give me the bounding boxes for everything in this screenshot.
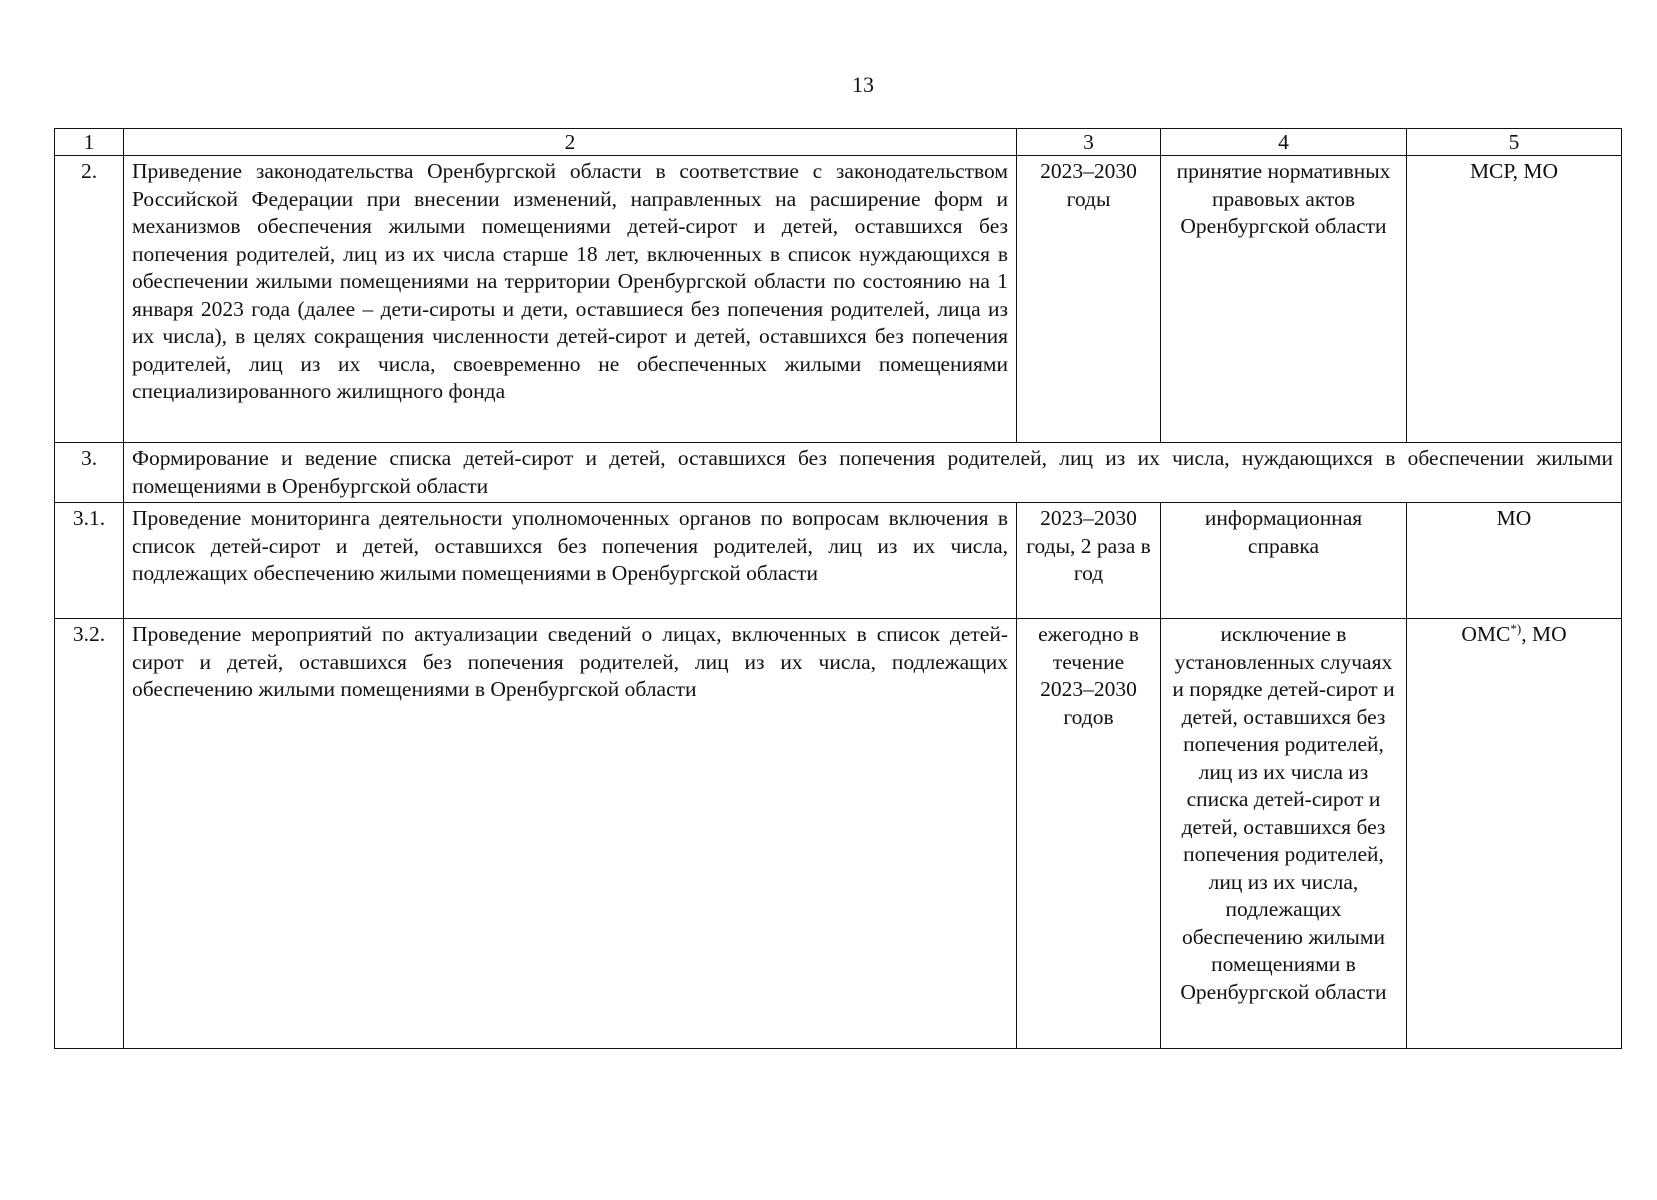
header-cell: 1	[55, 129, 124, 156]
result-cell: принятие нормативных правовых актов Оренбургской области	[1161, 156, 1407, 443]
activity-text: Проведение мониторинга деятельности уполномоченных органов по вопросам включения в список детей-сирот и детей, оставшихся без попечения родителей, лиц из их числа, подлежащих обеспечению жилыми помещениями в Оренбургской области	[124, 503, 1017, 619]
activity-text: Проведение мероприятий по актуализации сведений о лицах, включенных в список детей-сирот и детей, оставшихся без попечения родителей, лиц из их числа, подлежащих обеспечению жилыми помещениями в Оренбургской области	[124, 619, 1017, 1049]
responsible-main: ОМС	[1461, 622, 1511, 646]
responsible-cell	[1407, 619, 1622, 1049]
result-cell: информационная справка	[1161, 503, 1407, 619]
result-cell: исключение в установленных случаях и порядке детей-сирот и детей, оставшихся без попечения родителей, лиц из их числа из списка детей-сирот и детей, оставшихся без попечения родителей, лиц из их числа, подлежащих обеспечению жилыми помещениями в Оренбургской области	[1161, 619, 1407, 1049]
responsible-tail: , МО	[1521, 622, 1567, 646]
activity-text: Приведение законодательства Оренбургской области в соответствие с законодательством Российской Федерации при внесении изменений, направленных на расширение форм и механизмов обеспечения жилыми помещениями детей-сирот и детей, оставшихся без попечения родителей, лиц из их числа старше 18 лет, включенных в список нуждающихся в обеспечении жилыми помещениями на территории Оренбургской области по состоянию на 1 января 2023 года (далее – дети-сироты и дети, оставшиеся без попечения родителей, лица из их числа), в целях сокращения численности детей-сирот и детей, оставшихся без попечения родителей, лиц из их числа, своевременно не обеспеченных жилыми помещениями специализированного жилищного фонда	[124, 156, 1017, 443]
row-number: 3.2.	[55, 619, 124, 1049]
responsible-cell: МО	[1407, 503, 1622, 619]
table-row	[55, 156, 1622, 443]
term-cell: ежегодно в течение 2023–2030 годов	[1017, 619, 1161, 1049]
section-title: Формирование и ведение списка детей-сирот и детей, оставшихся без попечения родителей, лиц из их числа, нуждающихся в обеспечении жилыми помещениями в Оренбургской области	[124, 443, 1622, 503]
term-cell: 2023–2030 годы, 2 раза в год	[1017, 503, 1161, 619]
term-cell: 2023–2030 годы	[1017, 156, 1161, 443]
responsible-cell: МСР, МО	[1407, 156, 1622, 443]
header-cell: 2	[124, 129, 1017, 156]
table-row	[55, 503, 1622, 619]
row-number: 3.1.	[55, 503, 124, 619]
header-cell: 3	[1017, 129, 1161, 156]
plan-table	[54, 128, 1622, 1049]
page-number: 13	[852, 72, 874, 97]
row-number: 2.	[55, 156, 124, 443]
table-header-row	[55, 129, 1622, 156]
header-cell: 5	[1407, 129, 1622, 156]
row-number: 3.	[55, 443, 124, 503]
footnote-marker: *)	[1510, 620, 1522, 636]
table-row	[55, 443, 1622, 503]
table-row	[55, 619, 1622, 1049]
header-cell: 4	[1161, 129, 1407, 156]
